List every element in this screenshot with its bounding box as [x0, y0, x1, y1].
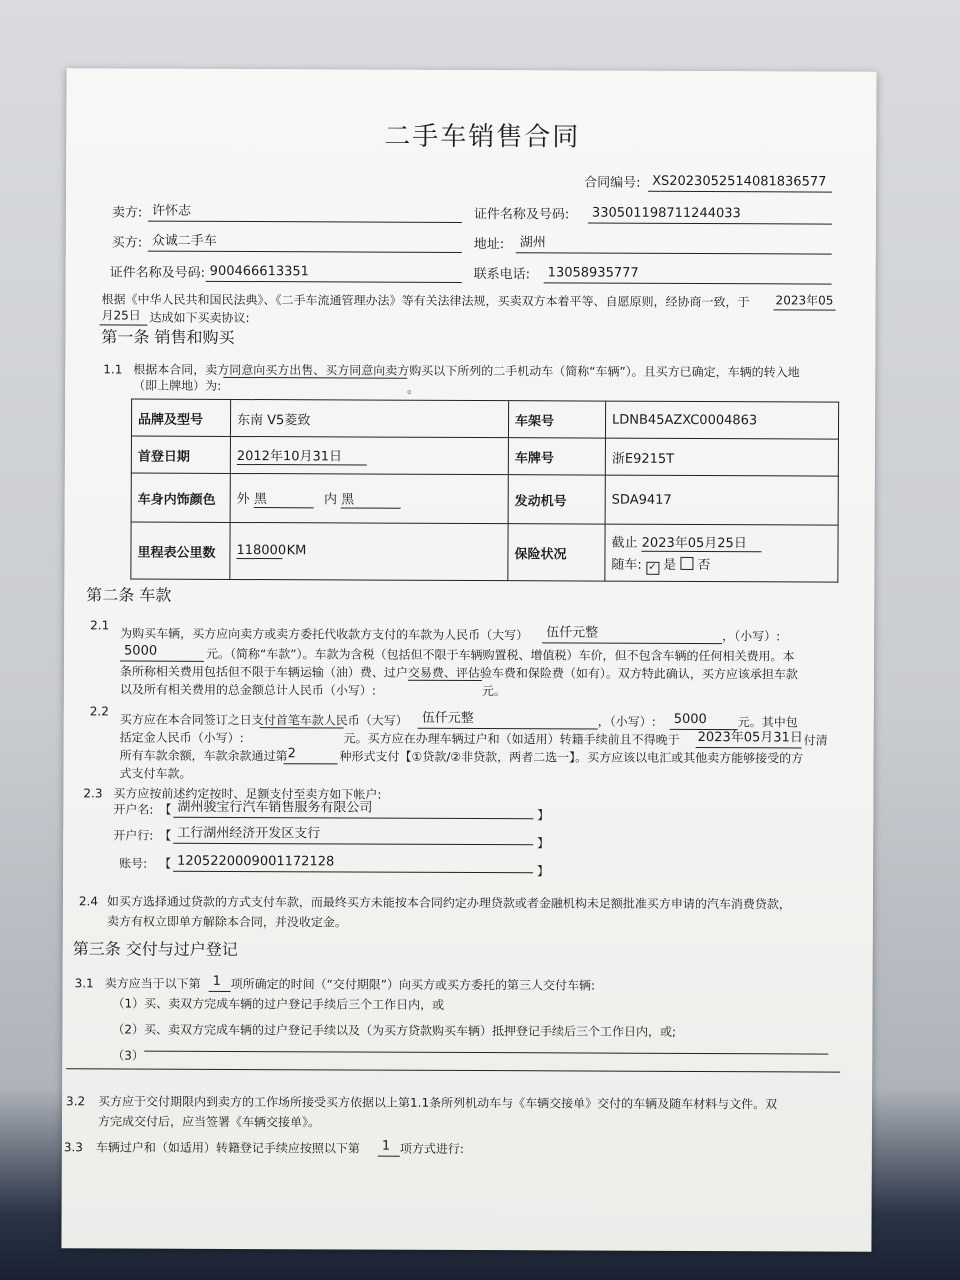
intro-text: 根据《中华人民共和国民法典》、《二手车流通管理办法》等有关法律法规，买卖双方本着平等、自愿原则，经协商一致，于	[101, 292, 750, 310]
brand-value: 东南 V5菱致	[230, 399, 508, 437]
no-checkbox[interactable]	[680, 556, 693, 569]
plate-label: 车牌号	[508, 438, 605, 475]
clause-3-3-text-a: 车辆过户和（如适用）转籍登记手续应按照以下第	[95, 1140, 360, 1156]
bank-label: 开户行:	[113, 828, 154, 843]
account-name-label: 开户名:	[113, 802, 154, 817]
engine-value: SDA9417	[605, 475, 838, 525]
clause-2-4-text-a: 如买方选择通过贷款的方式支付车款，而最终买方未能按本合同约定办理贷款或者金融机构未足额批准买方申请的汽车消费贷款，	[106, 894, 791, 912]
brand-label: 品牌及型号	[131, 399, 230, 436]
page-title: 二手车销售合同	[384, 121, 581, 153]
clause-2-1-text-b: 元。（简称“车款”）。车款为含税（包括但不限于车辆购置税、增值税）车价，但不包含车辆的任何相关费用。本	[205, 646, 795, 664]
clause-2-4-number: 2.4	[78, 894, 99, 909]
bracket-right: 】	[537, 836, 550, 851]
clause-3-3-text-a2: 项方式进行:	[399, 1141, 464, 1156]
seller-id-label: 证件名称及号码:	[473, 207, 570, 223]
buyer-id-label: 证件名称及号码:	[109, 265, 206, 281]
clause-1-1-text: 根据本合同，卖方同意向买方出售、买方同意向卖方购买以下所列的二手机动车（简称“车辆”）。且买方已确定，车辆的转入地	[133, 362, 800, 380]
vin-value: LDNB45AZXC0004863	[605, 401, 838, 439]
clause-1-1-text-b: （即上牌地）为:	[133, 378, 222, 393]
bank-value: 工行湖州经济开发区支行	[173, 825, 533, 846]
clause-3-1-text-a: 卖方应当于以下第	[104, 976, 201, 991]
first-payment-small-label: ，（小写）:	[597, 714, 656, 729]
clause-2-4-text-b: 卖方有权立即单方解除本合同，并没收定金。	[106, 914, 347, 930]
color-inner-value: 黑	[341, 488, 401, 508]
bracket-left: 【	[159, 802, 172, 817]
price-small-label: ，（小写）:	[722, 629, 781, 644]
first-payment-cn: 伍仟元整	[418, 710, 598, 730]
section-2-title: 第二条 车款	[86, 585, 172, 605]
clause-2-3-number: 2.3	[83, 786, 103, 801]
address-value: 湖州	[516, 234, 832, 254]
table-row	[131, 399, 838, 439]
insurance-label: 保险状况	[508, 524, 605, 581]
clause-1-1-end: 。	[407, 381, 420, 396]
clause-3-3-number: 3.3	[63, 1140, 83, 1155]
clause-2-3-text: 买方应按前述约定按时、足额支付至卖方如下帐户:	[113, 786, 382, 802]
clause-2-1-text-d: 以及所有相关费用的总金额总计人民币（小写）:	[119, 682, 376, 698]
clause-3-1-number: 3.1	[74, 976, 94, 991]
color-inner-prefix: 内	[323, 492, 338, 508]
no-label: 否	[697, 557, 711, 573]
account-name-value: 湖州骏宝行汽车销售服务有限公司	[173, 799, 533, 820]
option-3-line-2	[66, 1068, 840, 1072]
bracket-right: 】	[537, 864, 550, 879]
contract-no-value: XS2023052514081836577	[648, 173, 832, 193]
table-row	[131, 436, 838, 476]
clause-2-1-text-c: 条所称相关费用包括但不限于车辆运输（油）费、过户交易费、评估验车费和保险费（如有）。双方特此确认，买方应该承担车款	[119, 664, 798, 682]
clause-2-2-text-b-end: 付清	[803, 733, 828, 748]
seller-label: 卖方:	[111, 205, 143, 221]
bracket-right: 】	[537, 808, 550, 823]
clause-2-2-text-d: 式支付车款。	[119, 766, 192, 781]
color-outer-prefix: 外	[236, 491, 250, 508]
address-label: 地址:	[473, 237, 505, 253]
intro-date-a: 2023年05	[774, 291, 836, 310]
clause-2-1-number: 2.1	[90, 618, 110, 633]
buyer-name: 众诚二手车	[148, 233, 462, 253]
buyer-id-value: 900466613351	[206, 263, 462, 283]
section-3-title: 第三条 交付与过户登记	[72, 939, 238, 959]
color-outer-value: 黑	[254, 488, 314, 508]
table-row	[131, 522, 838, 582]
clause-3-2-text-a: 买方应于交付期限内到卖方的工作场所接受买方依据以上第1.1条所列机动车与《车辆交接单》交付的车辆及随车材料与文件。双	[98, 1094, 778, 1112]
first-payment-value: 5000	[670, 711, 738, 730]
buyer-label: 买方:	[111, 235, 143, 251]
phone-label: 联系电话:	[473, 267, 531, 283]
yes-label: 是	[663, 557, 677, 573]
contract-page	[61, 68, 876, 1252]
balance-date: 2023年05月31日	[696, 729, 802, 748]
delivery-item: 1	[209, 973, 231, 992]
clause-2-2-number: 2.2	[89, 704, 109, 719]
engine-label: 发动机号	[508, 475, 605, 524]
transfer-item: 1	[378, 1138, 400, 1157]
first-reg-label: 首登日期	[131, 436, 230, 473]
clause-2-1-end: 元。	[481, 684, 506, 699]
intro-date-b: 月25日	[99, 306, 147, 325]
table-row	[131, 473, 838, 525]
clause-2-2-text-b: 括定金人民币（小写）:	[119, 730, 244, 746]
option-3-line-1	[144, 1051, 828, 1055]
clause-2-2-text-c2: 种形式支付【①贷款/②非贷款，两者二选一】。买方应该以电汇或其他卖方能够接受的方	[339, 749, 804, 766]
mileage-value: 118000	[236, 542, 287, 559]
clause-2-2-text-a: 买方应在本合同签订之日支付首笔车款人民币（大写）	[119, 712, 408, 728]
seller-id-value: 330501198711244033	[588, 205, 832, 225]
vehicle-info-table	[130, 399, 839, 583]
clause-2-1-text-a: 为购买车辆，买方应向卖方或卖方委托代收款方支付的车款为人民币（大写）	[120, 626, 529, 643]
section-1-title: 第一条 销售和购买	[101, 327, 235, 347]
payment-method: 2	[284, 745, 338, 764]
with-car-label: 随车:	[611, 557, 642, 573]
phone-value: 13058935777	[544, 264, 832, 284]
price-value: 5000	[120, 642, 204, 661]
bracket-left: 【	[159, 828, 172, 843]
clause-3-1-option-3: （3）	[112, 1048, 144, 1063]
price-cn-value: 伍仟元整	[542, 624, 722, 644]
clause-3-1-option-1: （1）买、卖双方完成车辆的过户登记手续后三个工作日内，或	[112, 996, 445, 1012]
clause-1-1-number: 1.1	[103, 362, 123, 377]
first-reg-value: 2012年10月31日	[237, 445, 367, 466]
yes-checkbox[interactable]: ✓	[646, 561, 659, 574]
contract-no-label: 合同编号:	[584, 175, 641, 191]
mileage-unit: KM	[286, 543, 307, 559]
clause-3-1-option-2: （2）买、卖双方完成车辆的过户登记手续以及（为买方贷款购买车辆）抵押登记手续后三个工作日内，或;	[112, 1022, 677, 1039]
account-no-label: 账号:	[119, 856, 148, 871]
mileage-label: 里程表公里数	[131, 522, 230, 579]
insurance-until-label: 截止	[611, 535, 638, 551]
clause-2-2-text-b2: 元。买方应在办理车辆过户和（如适用）转籍手续前且不得晚于	[343, 731, 680, 747]
clause-3-2-number: 3.2	[66, 1094, 86, 1109]
clause-2-2-text-c: 所有车款余额，车款余款通过第	[119, 748, 288, 764]
vin-label: 车架号	[508, 401, 605, 438]
clause-3-2-text-b: 方完成交付后，应当签署《车辆交接单》。	[97, 1114, 321, 1130]
plate-value: 浙E9215T	[605, 438, 838, 476]
seller-name: 许怀志	[148, 203, 462, 223]
color-label: 车身内饰颜色	[131, 473, 230, 522]
intro-end: 达成如下买卖协议:	[149, 310, 250, 326]
clause-3-1-text-a2: 项所确定的时间（“交付期限”）向买方或买方委托的第三人交付车辆:	[230, 976, 596, 993]
insurance-until-value: 2023年05月25日	[642, 531, 762, 552]
account-no-value: 1205220009001172128	[173, 853, 533, 874]
clause-2-2-text-a-end: 元。其中包	[737, 715, 798, 730]
bracket-left: 【	[159, 856, 172, 871]
